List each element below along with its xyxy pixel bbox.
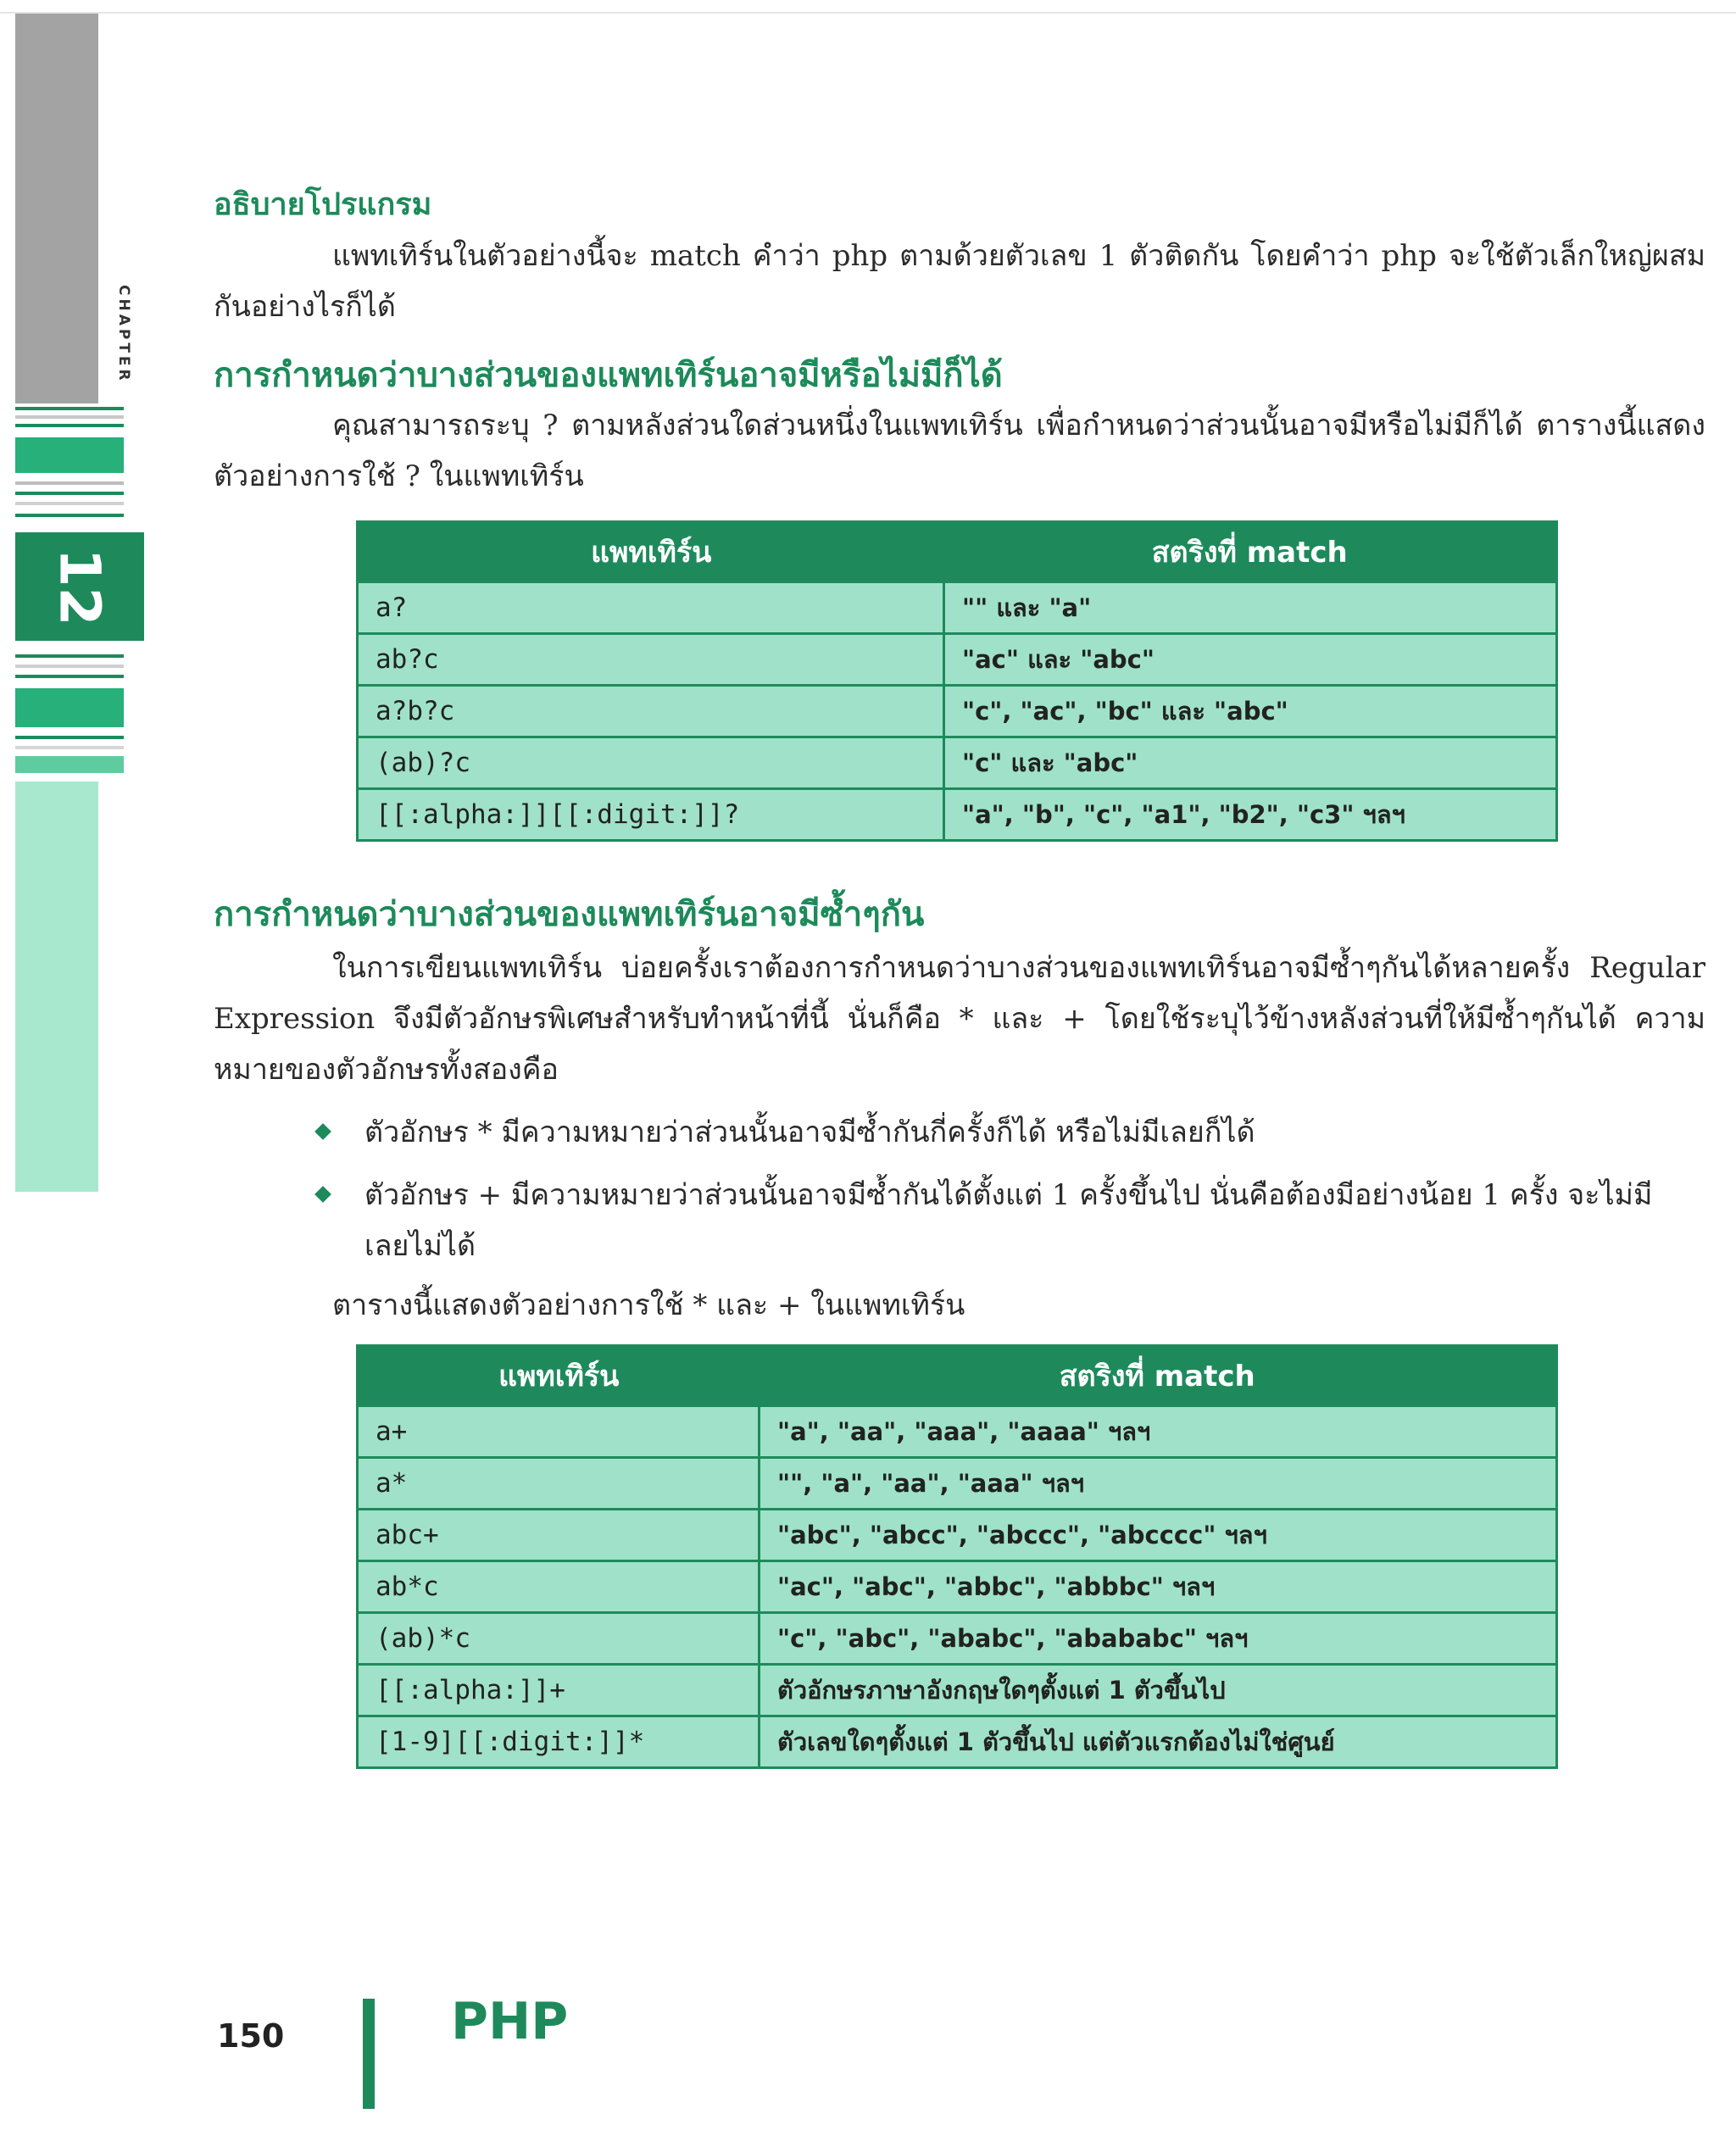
section-paragraph	[214, 231, 1705, 332]
pattern-cell: a?	[358, 582, 944, 634]
chapter-label: CHAPTER	[115, 285, 132, 384]
tab-stripe	[15, 654, 124, 658]
match-cell: "c", "ac", "bc" และ "abc"	[944, 686, 1557, 737]
table-row	[358, 1510, 1557, 1561]
pattern-cell: ab*c	[358, 1561, 760, 1613]
diamond-bullet-icon	[314, 1123, 331, 1140]
section-heading-explain: อธิบายโปรแกรม	[214, 187, 432, 222]
tab-stripe	[15, 424, 124, 427]
pattern-cell: (ab)*c	[358, 1613, 760, 1665]
pattern-cell: [[:alpha:]][[:digit:]]?	[358, 789, 944, 841]
section-heading-repeat: การกำหนดว่าบางส่วนของแพทเทิร์นอาจมีซ้ำๆกัน	[214, 895, 925, 934]
pattern-cell: a+	[358, 1406, 760, 1458]
page-top-rule	[0, 12, 1736, 14]
table-row	[358, 737, 1557, 789]
match-cell: ตัวเลขใดๆตั้งแต่ 1 ตัวขึ้นไป แต่ตัวแรกต้องไม่ใช่ศูนย์	[760, 1716, 1557, 1768]
bullet-item	[312, 1170, 1685, 1271]
table-intro: ตารางนี้แสดงตัวอย่างการใช้ * และ + ในแพทเทิร์น	[332, 1288, 965, 1322]
chapter-tab-grey-band	[15, 14, 98, 403]
table-row	[358, 686, 1557, 737]
paragraph-text: ในการเขียนแพทเทิร์น บ่อยครั้งเราต้องการกำหนดว่าบางส่วนของแพทเทิร์นอาจมีซ้ำๆกันได้หลายครั้ง Regular Expression จึงมีตัวอักษรพิเศษสำหรับทำหน้าที่นี้ นั่นก็คือ * และ + โดยใช้ระบุไว้ข้างหลังส่วนที่ให้มีซ้ำๆกันได้ ความหมายของตัวอักษรทั้งสองคือ	[214, 951, 1705, 1087]
page-number: 150	[217, 2017, 285, 2055]
pattern-cell: [[:alpha:]]+	[358, 1665, 760, 1716]
table-row	[358, 1665, 1557, 1716]
tab-light-band	[15, 782, 98, 1192]
pattern-cell: (ab)?c	[358, 737, 944, 789]
tab-stripe	[15, 481, 124, 485]
bullet-text: ตัวอักษร * มีความหมายว่าส่วนนั้นอาจมีซ้ำกันกี่ครั้งก็ได้ หรือไม่มีเลยก็ได้	[364, 1115, 1255, 1149]
tab-green-block	[15, 688, 124, 727]
book-title: PHP	[451, 1992, 569, 2051]
tab-stripe	[15, 415, 124, 419]
table-header-match: สตริงที่ match	[760, 1346, 1557, 1406]
table-row	[358, 789, 1557, 841]
section-paragraph	[214, 400, 1705, 502]
tab-stripe	[15, 502, 124, 505]
tab-stripe	[15, 746, 124, 749]
match-cell: "ac", "abc", "abbc", "abbbc" ฯลฯ	[760, 1561, 1557, 1613]
pattern-cell: [1-9][[:digit:]]*	[358, 1716, 760, 1768]
pattern-cell: abc+	[358, 1510, 760, 1561]
table-row	[358, 634, 1557, 686]
table-row	[358, 1406, 1557, 1458]
tab-stripe	[15, 675, 124, 678]
footer-divider	[363, 1999, 375, 2109]
chapter-number-box	[15, 532, 144, 641]
table-header-match: สตริงที่ match	[944, 522, 1557, 582]
optional-pattern-table	[356, 520, 1558, 842]
table-row	[358, 1716, 1557, 1768]
tab-stripe	[15, 736, 124, 739]
chapter-tab	[15, 14, 142, 1192]
match-cell: "abc", "abcc", "abccc", "abcccc" ฯลฯ	[760, 1510, 1557, 1561]
match-cell: ตัวอักษรภาษาอังกฤษใดๆตั้งแต่ 1 ตัวขึ้นไป	[760, 1665, 1557, 1716]
paragraph-text: คุณสามารถระบุ ? ตามหลังส่วนใดส่วนหนึ่งในแพทเทิร์น เพื่อกำหนดว่าส่วนนั้นอาจมีหรือไม่มีก็ได้ ตารางนี้แสดงตัวอย่างการใช้ ? ในแพทเทิร์น	[214, 409, 1705, 493]
paragraph-text: แพทเทิร์นในตัวอย่างนี้จะ match คำว่า php ตามด้วยตัวเลข 1 ตัวติดกัน โดยคำว่า php จะใช้ตัวเล็กใหญ่ผสมกันอย่างไรก็ได้	[214, 239, 1705, 324]
table-header-pattern: แพทเทิร์น	[358, 1346, 760, 1406]
bullet-item	[312, 1107, 1685, 1158]
section-heading-optional: การกำหนดว่าบางส่วนของแพทเทิร์นอาจมีหรือไม่มีก็ได้	[214, 356, 1003, 395]
table-row	[358, 1613, 1557, 1665]
table-row	[358, 1561, 1557, 1613]
match-cell: "c" และ "abc"	[944, 737, 1557, 789]
tab-green-block	[15, 437, 124, 473]
chapter-number: 12	[47, 548, 113, 626]
match-cell: "c", "abc", "ababc", "abababc" ฯลฯ	[760, 1613, 1557, 1665]
pattern-cell: a?b?c	[358, 686, 944, 737]
tab-stripe	[15, 492, 124, 495]
match-cell: "" และ "a"	[944, 582, 1557, 634]
table-header-pattern: แพทเทิร์น	[358, 522, 944, 582]
section-paragraph	[214, 943, 1705, 1095]
tab-stripe	[15, 407, 124, 410]
match-cell: "a", "aa", "aaa", "aaaa" ฯลฯ	[760, 1406, 1557, 1458]
match-cell: "ac" และ "abc"	[944, 634, 1557, 686]
tab-green-block	[15, 756, 124, 773]
pattern-cell: ab?c	[358, 634, 944, 686]
repeat-pattern-table	[356, 1344, 1558, 1769]
bullet-text: ตัวอักษร + มีความหมายว่าส่วนนั้นอาจมีซ้ำกันได้ตั้งแต่ 1 ครั้งขึ้นไป นั่นคือต้องมีอย่างน้อย 1 ครั้ง จะไม่มีเลยไม่ได้	[364, 1178, 1653, 1263]
pattern-cell: a*	[358, 1458, 760, 1510]
table-row	[358, 1458, 1557, 1510]
tab-stripe	[15, 514, 124, 517]
table-row	[358, 582, 1557, 634]
match-cell: "", "a", "aa", "aaa" ฯลฯ	[760, 1458, 1557, 1510]
diamond-bullet-icon	[314, 1186, 331, 1203]
match-cell: "a", "b", "c", "a1", "b2", "c3" ฯลฯ	[944, 789, 1557, 841]
tab-stripe	[15, 665, 124, 668]
